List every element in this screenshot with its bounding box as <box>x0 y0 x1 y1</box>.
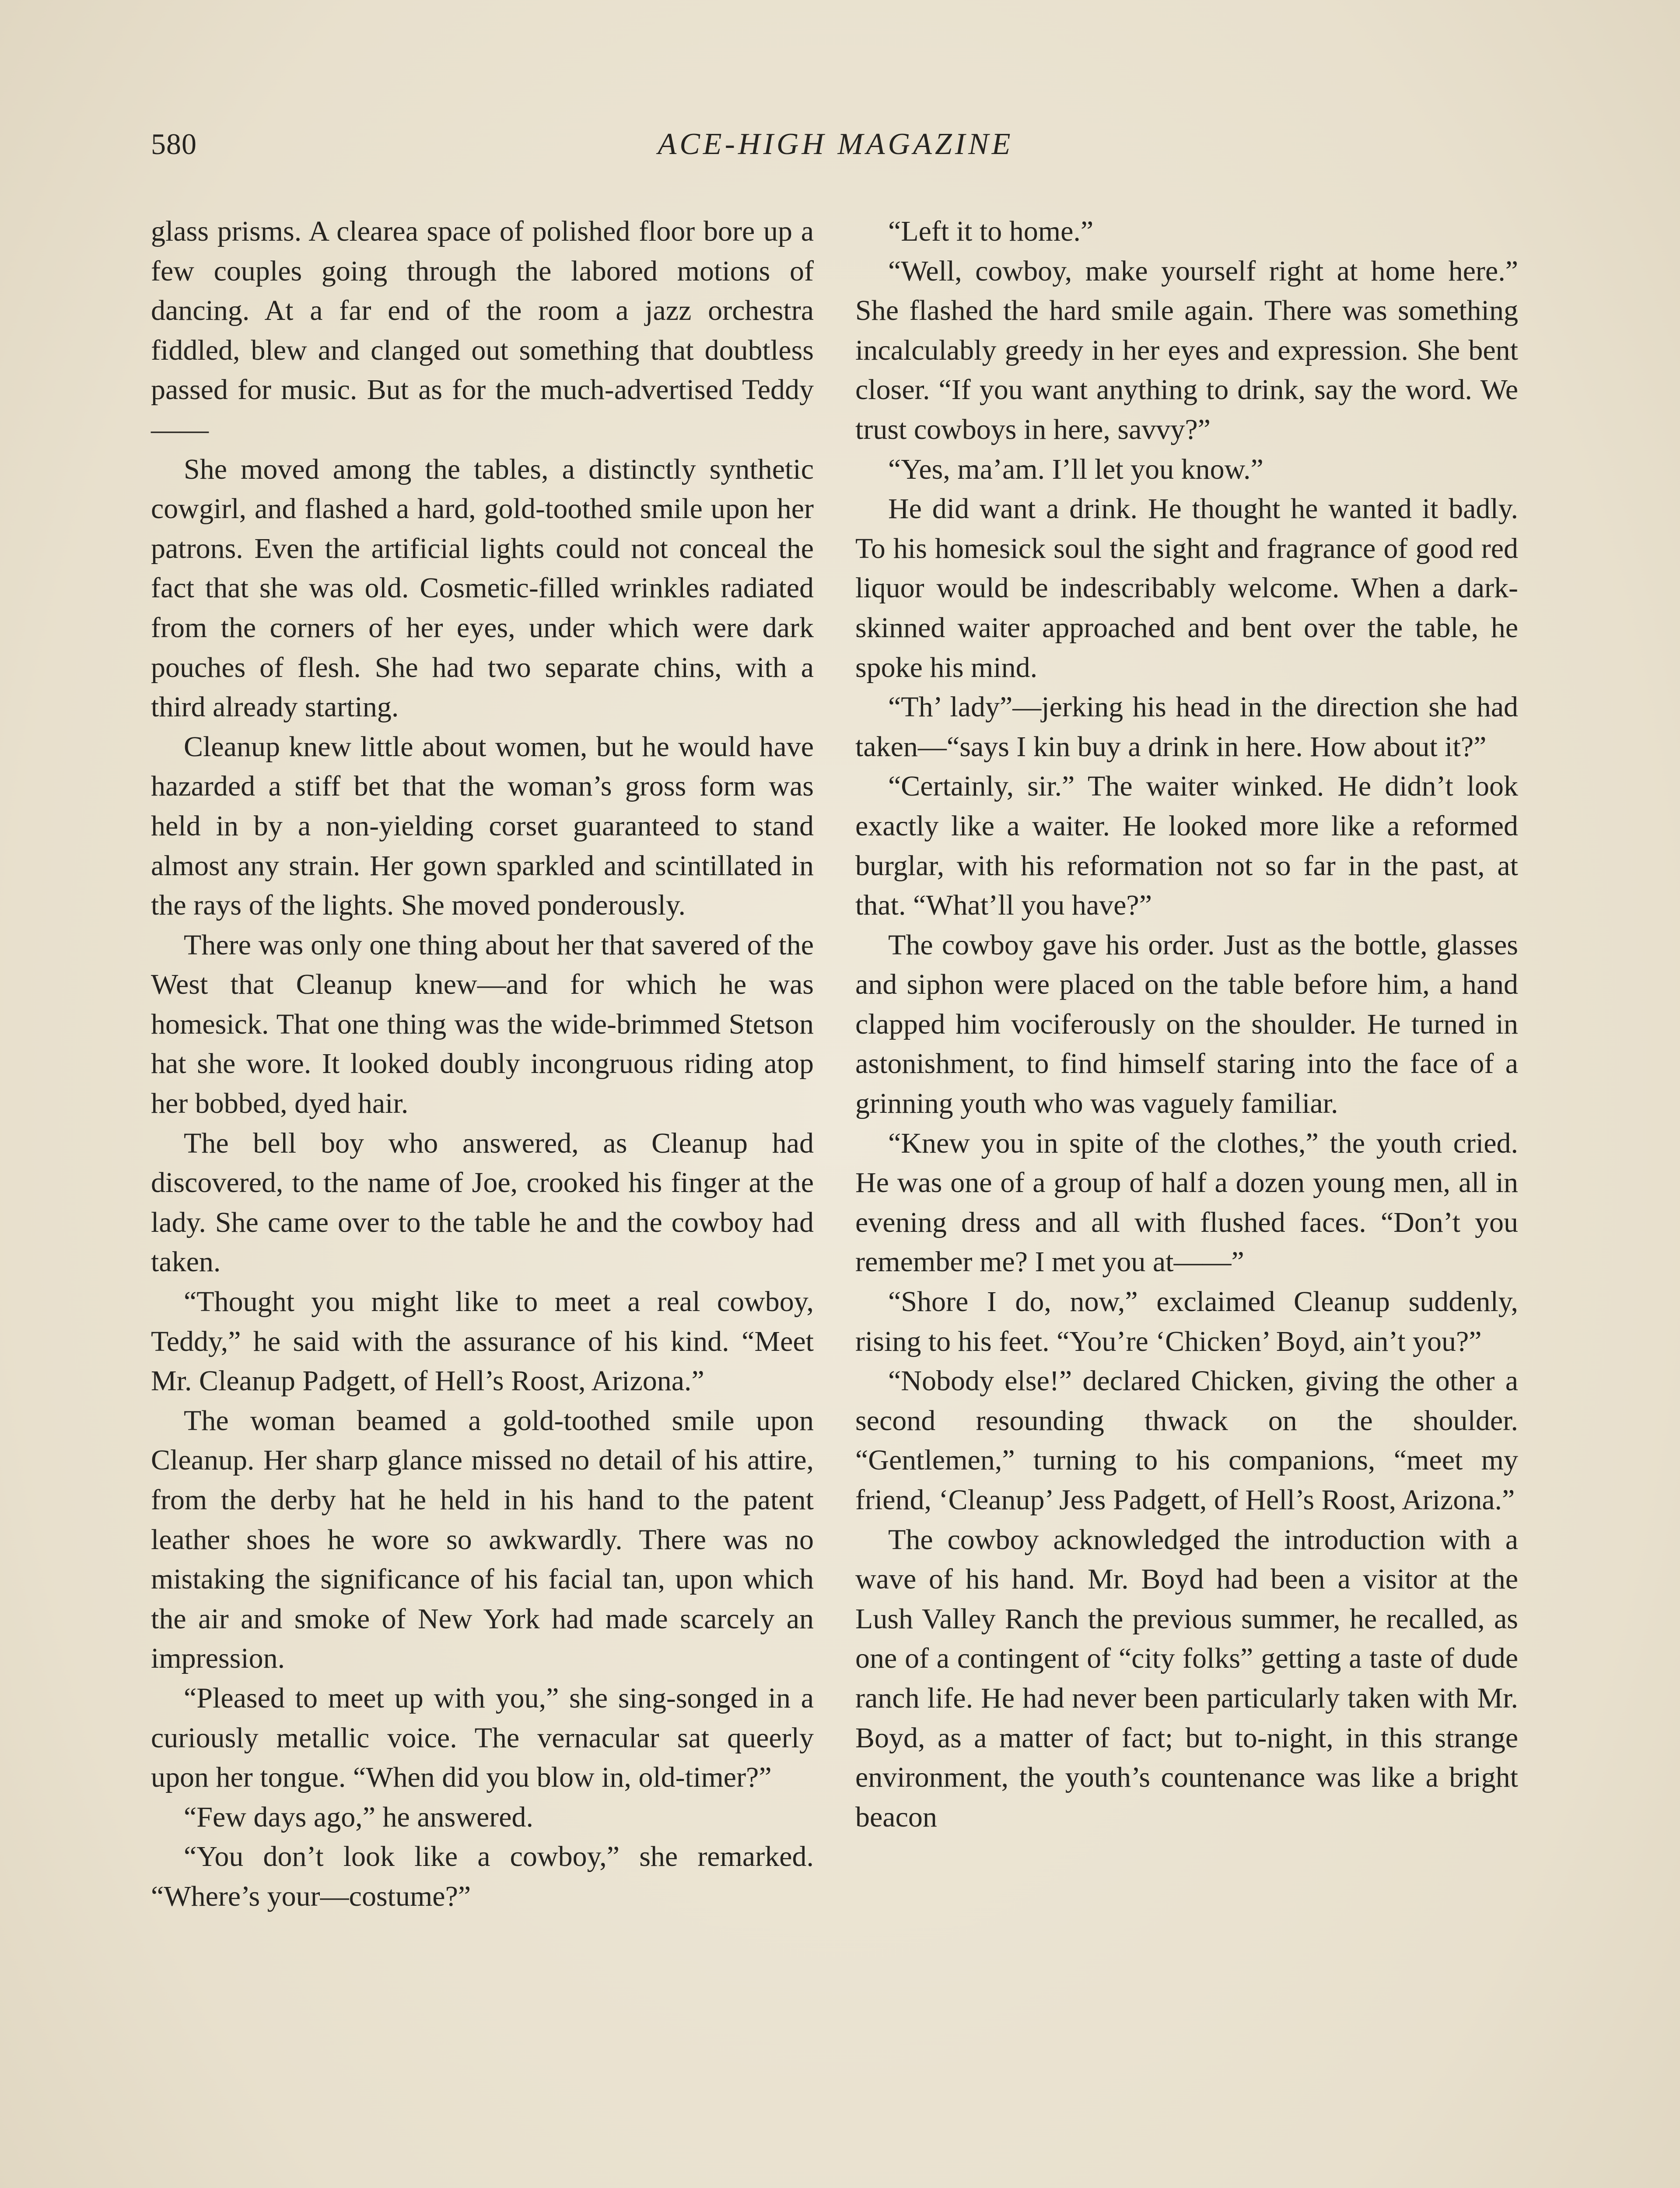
paragraph: “Nobody else!” declared Chicken, giving the other a second resounding thwack on the shoulder. “Gentlemen,” turning to his companions, “meet my friend, ‘Cleanup’ Jess Padgett, of Hell’s Roost, Arizona.” <box>855 1365 1518 1516</box>
paragraph: “Thought you might like to meet a real cowboy, Teddy,” he said with the assurance of his kind. “Meet Mr. Cleanup Padgett, of Hell’s Roost, Arizona.” <box>151 1286 814 1397</box>
running-head: ACE-HIGH MAGAZINE <box>658 127 1014 161</box>
paragraph: “Left it to home.” <box>888 215 1094 247</box>
page-number: 580 <box>151 127 197 161</box>
paragraph: The cowboy gave his order. Just as the bottle, glasses and siphon were placed on the table before him, a hand clapped him vociferously on the shoulder. He turned in astonishment, to find himself staring into the face of a grinning youth who was vaguely familiar. <box>855 929 1518 1120</box>
paragraph: The cowboy acknowledged the introduction with a wave of his hand. Mr. Boyd had been a visitor at the Lush Valley Ranch the previous summer, he recalled, as one of a contingent of “city folks” getting a taste of dude ranch life. He had never been particularly taken with Mr. Boyd, as a matter of fact; but to-night, in this strange environment, the youth’s countenance was like a bright beacon <box>855 1523 1518 1833</box>
paragraph: The woman beamed a gold-toothed smile upon Cleanup. Her sharp glance missed no detail of his attire, from the derby hat he held in his hand to the patent leather shoes he wore so awkwardly. There was no mistaking the significance of his facial tan, upon which the air and smoke of New York had made scarcely an impression. <box>151 1404 814 1675</box>
paragraph: “Pleased to meet up with you,” she sing-songed in a curiously metallic voice. The vernacular sat queerly upon her tongue. “When did you blow in, old-timer?” <box>151 1682 814 1794</box>
right-column <box>855 212 1518 1837</box>
paragraph: He did want a drink. He thought he wanted it badly. To his homesick soul the sight and fragrance of good red liquor would be indescribably welcome. When a dark-skinned waiter approached and bent over the table, he spoke his mind. <box>855 493 1518 684</box>
paragraph: glass prisms. A clearea space of polished floor bore up a few couples going through the labored motions of dancing. At a far end of the room a jazz orchestra fiddled, blew and clanged out something that doubtless passed for music. But as for the much-advertised Teddy—— <box>151 215 814 445</box>
paragraph: “You don’t look like a cowboy,” she remarked. “Where’s your—costume?” <box>151 1841 814 1912</box>
paragraph: “Few days ago,” he answered. <box>184 1801 534 1833</box>
paragraph: “Knew you in spite of the clothes,” the youth cried. He was one of a group of half a dozen young men, all in evening dress and all with flushed faces. “Don’t you remember me? I met you at——” <box>855 1127 1518 1278</box>
paragraph: Cleanup knew little about women, but he would have hazarded a stiff bet that the woman’s gross form was held in by a non-yielding corset guaranteed to stand almost any strain. Her gown sparkled and scintillated in the rays of the lights. She moved ponderously. <box>151 730 814 922</box>
page-header <box>151 127 1520 175</box>
left-column <box>151 212 814 1917</box>
paragraph: “Certainly, sir.” The waiter winked. He didn’t look exactly like a waiter. He looked more like a reformed burglar, with his reformation not so far in the past, at that. “What’ll you have?” <box>855 770 1518 922</box>
paragraph: The bell boy who answered, as Cleanup had discovered, to the name of Joe, crooked his finger at the lady. She came over to the table he and the cowboy had taken. <box>151 1127 814 1278</box>
paragraph: “Well, cowboy, make yourself right at home here.” She flashed the hard smile again. There was something incalculably greedy in her eyes and expression. She bent closer. “If you want anything to drink, say the word. We trust cowboys in here, savvy?” <box>855 255 1518 445</box>
paragraph: “Th’ lady”—jerking his head in the direction she had taken—“says I kin buy a drink in here. How about it?” <box>855 691 1518 763</box>
paragraph: She moved among the tables, a distinctly synthetic cowgirl, and flashed a hard, gold-toothed smile upon her patrons. Even the artificial lights could not conceal the fact that she was old. Cosmetic-filled wrinkles radiated from the corners of her eyes, under which were dark pouches of flesh. She had two separate chins, with a third already starting. <box>151 453 814 723</box>
paragraph: “Yes, ma’am. I’ll let you know.” <box>888 453 1264 485</box>
paragraph: “Shore I do, now,” exclaimed Cleanup suddenly, rising to his feet. “You’re ‘Chicken’ Boyd, ain’t you?” <box>855 1286 1518 1357</box>
paragraph: There was only one thing about her that savered of the West that Cleanup knew—and for which he was homesick. That one thing was the wide-brimmed Stetson hat she wore. It looked doubly incongruous riding atop her bobbed, dyed hair. <box>151 929 814 1120</box>
